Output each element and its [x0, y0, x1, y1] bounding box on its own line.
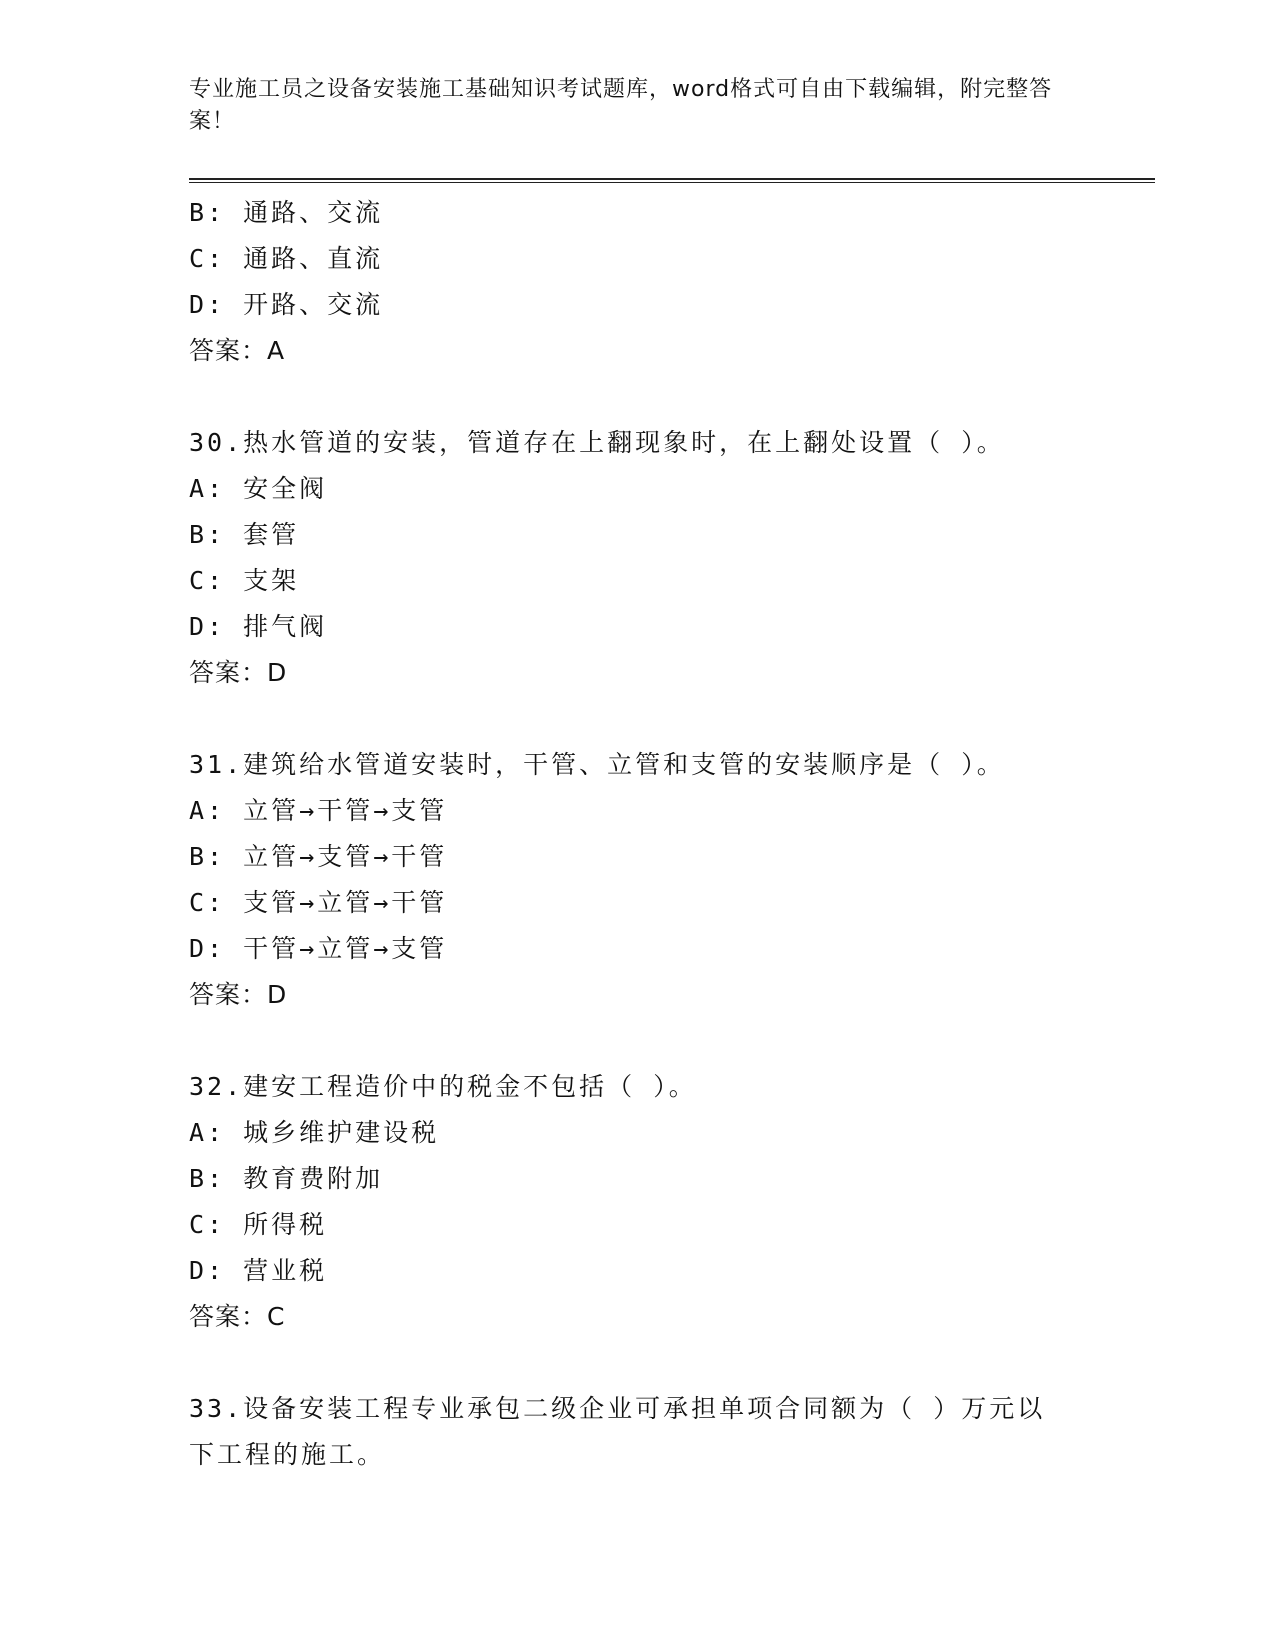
question-text: 31.建筑给水管道安装时，干管、立管和支管的安装顺序是（ ）。 [189, 750, 1005, 779]
option-a: A: 立管→干管→支管 [189, 796, 448, 825]
question-31 [189, 742, 1149, 1018]
option-d: D: 营业税 [189, 1256, 328, 1285]
answer: 答案：C [189, 1302, 286, 1331]
option-b: B: 教育费附加 [189, 1164, 384, 1193]
option-d: D: 干管→立管→支管 [189, 934, 448, 963]
question-text: 32.建安工程造价中的税金不包括（ ）。 [189, 1072, 697, 1101]
option-c: C: 所得税 [189, 1210, 328, 1239]
header-divider [189, 178, 1155, 183]
spacer [189, 696, 1149, 742]
option-b: B: 套管 [189, 520, 300, 549]
question-text: 30.热水管道的安装，管道存在上翻现象时，在上翻处设置（ ）。 [189, 428, 1005, 457]
document-body [189, 190, 1149, 1478]
option-d: D: 开路、交流 [189, 290, 384, 319]
question-30 [189, 420, 1149, 696]
spacer [189, 374, 1149, 420]
option-a: A: 城乡维护建设税 [189, 1118, 440, 1147]
option-b: B: 立管→支管→干管 [189, 842, 448, 871]
question-33 [189, 1386, 1149, 1478]
question-32 [189, 1064, 1149, 1340]
option-c: C: 通路、直流 [189, 244, 384, 273]
answer: 答案：A [189, 336, 286, 365]
option-a: A: 安全阀 [189, 474, 328, 503]
option-d: D: 排气阀 [189, 612, 328, 641]
answer: 答案：D [189, 658, 288, 687]
spacer [189, 1018, 1149, 1064]
document-header: 专业施工员之设备安装施工基础知识考试题库，word格式可自由下载编辑，附完整答案！ [189, 77, 1053, 134]
option-c: C: 支架 [189, 566, 300, 595]
option-b: B: 通路、交流 [189, 198, 384, 227]
spacer [189, 1340, 1149, 1386]
question-text: 33.设备安装工程专业承包二级企业可承担单项合同额为（ ）万元以下工程的施工。 [189, 1394, 1046, 1469]
option-c: C: 支管→立管→干管 [189, 888, 448, 917]
answer: 答案：D [189, 980, 288, 1009]
question-29-partial [189, 190, 1149, 374]
